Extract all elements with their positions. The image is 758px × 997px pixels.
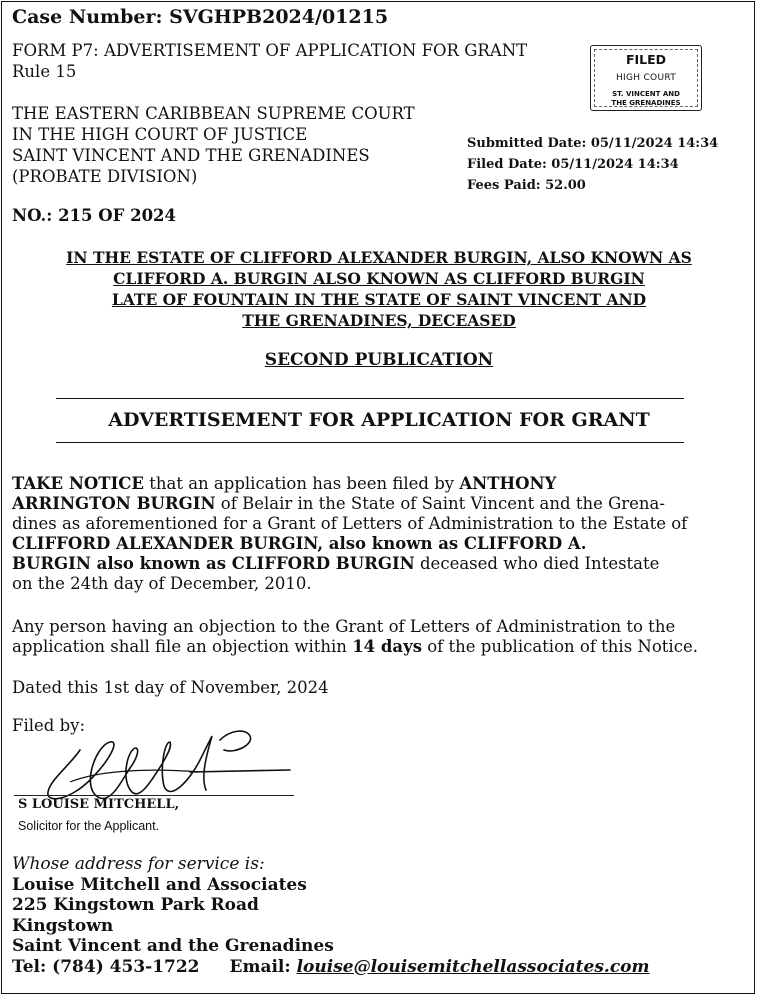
objection-period: 14 days [352,637,422,656]
form-title: FORM P7: ADVERTISEMENT OF APPLICATION FOR GRANT [12,41,528,60]
estate-line: CLIFFORD A. BURGIN ALSO KNOWN AS CLIFFORD BURGIN [113,269,645,288]
court-line: IN THE HIGH COURT OF JUSTICE [12,125,308,144]
form-heading [12,40,527,82]
stamp-line-2: THE GRENADINES [611,98,681,107]
deceased-name: CLIFFORD ALEXANDER BURGIN, also known as CLIFFORD A. [12,534,587,553]
street-address: 225 Kingstown Park Road [12,895,259,915]
notice-text: that an application has been filed by [144,474,460,493]
stamp-court: HIGH COURT [615,73,677,83]
take-notice: TAKE NOTICE [12,474,144,493]
service-address [12,854,650,977]
city: Kingstown [12,915,114,936]
filed-stamp [590,45,702,111]
submitted-date: Submitted Date: 05/11/2024 14:34 [467,136,719,151]
divider-bottom [56,442,684,443]
notice-text: dines as aforementioned for a Grant of Letters of Administration to the Estate of [12,514,688,533]
deceased-name: BURGIN also known as CLIFFORD BURGIN [12,554,415,573]
applicant-name: ANTHONY [459,474,557,493]
court-line: SAINT VINCENT AND THE GRENADINES [12,146,370,165]
estate-heading [0,247,758,331]
stamp-line-1: ST. VINCENT AND [612,90,680,98]
court-line: THE EASTERN CARIBBEAN SUPREME COURT [12,104,415,123]
signature-line [14,795,294,796]
divider-top [56,398,684,399]
objection-text: of the publication of this Notice. [422,637,698,656]
stamp-location [591,90,701,107]
form-rule: Rule 15 [12,62,77,81]
filing-details [467,133,718,196]
notice-paragraph [12,474,687,594]
country: Saint Vincent and the Grenadines [12,936,334,956]
firm-name: Louise Mitchell and Associates [12,874,307,895]
filed-by-label: Filed by: [12,716,86,735]
objection-paragraph [12,617,698,657]
estate-line: THE GRENADINES, DECEASED [242,311,516,330]
case-number: Case Number: SVGHPB2024/01215 [12,6,389,28]
objection-text: Any person having an objection to the Grant of Letters of Administration to the [12,617,676,636]
email-label: Email: [229,956,297,977]
filed-date: Filed Date: 05/11/2024 14:34 [467,157,679,172]
dated-line: Dated this 1st day of November, 2024 [12,678,329,697]
objection-text: application shall file an objection within [12,637,353,656]
fees-paid: Fees Paid: 52.00 [467,178,586,193]
stamp-title: FILED [625,52,667,67]
estate-line: IN THE ESTATE OF CLIFFORD ALEXANDER BURGIN, ALSO KNOWN AS [66,248,692,267]
telephone: Tel: (784) 453-1722 [12,956,200,977]
advert-title: ADVERTISEMENT FOR APPLICATION FOR GRANT [108,409,650,431]
address-intro: Whose address for service is: [12,854,265,874]
notice-text: of Belair in the State of Saint Vincent and the Grena- [215,494,665,513]
contact-line [12,957,650,978]
case-no: NO.: 215 OF 2024 [12,206,177,225]
email-link[interactable]: louise@louisemitchellassociates.com [296,956,650,977]
notice-text: deceased who died Intestate [414,554,660,573]
estate-line: LATE OF FOUNTAIN IN THE STATE OF SAINT VINCENT AND [111,290,647,309]
court-line: (PROBATE DIVISION) [12,167,198,186]
notice-text: on the 24th day of December, 2010. [12,574,312,593]
signatory-name: S LOUISE MITCHELL, [18,797,180,812]
publication-label: SECOND PUBLICATION [264,350,494,370]
applicant-name: ARRINGTON BURGIN [12,494,216,513]
signatory-role: Solicitor for the Applicant. [18,819,160,833]
court-block [12,103,415,187]
